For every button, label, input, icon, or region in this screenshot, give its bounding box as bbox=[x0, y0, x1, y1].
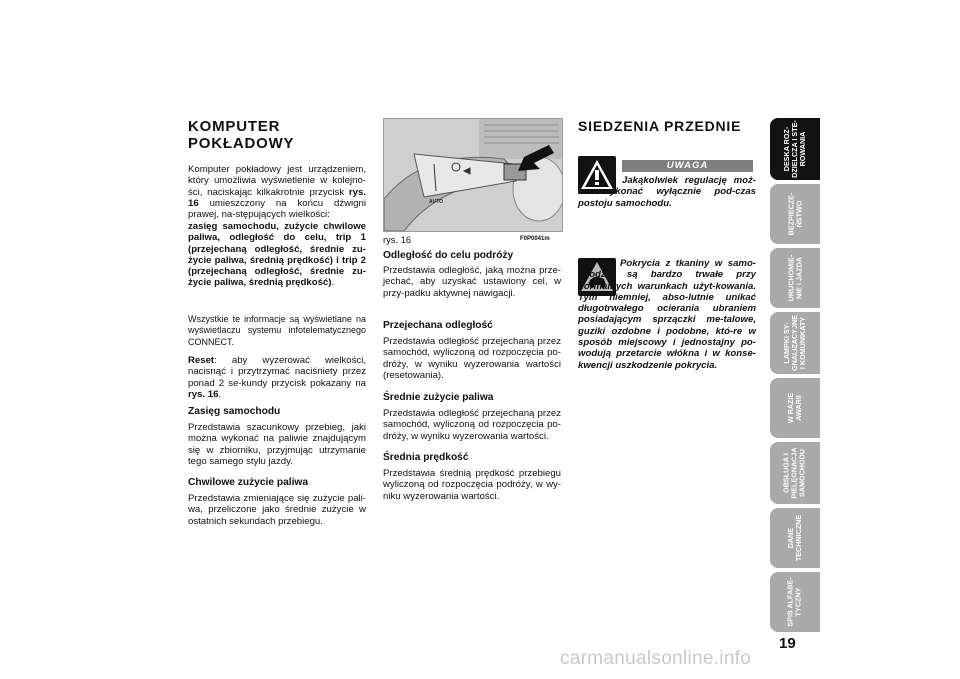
traveled-paragraph: Przedstawia odległość przejechaną przez samochód, wyliczoną od rozpoczęcia po-dróży, w wyniku wyzerowania wartości (resetowania). bbox=[383, 336, 561, 381]
instant-fuel-heading: Chwilowe zużycie paliwa bbox=[188, 477, 309, 488]
tab-technical-data[interactable]: DANE TECHNICZNE bbox=[770, 508, 820, 568]
tab-safety[interactable]: BEZPIECZE- ŃSTWO bbox=[770, 184, 820, 244]
page-number: 19 bbox=[779, 635, 796, 652]
warning-text: Jakąkolwiek regulację moż-na wykonać wyłącznie pod-czas postoju samochodu. bbox=[578, 175, 756, 209]
figure-code: F0P0041m bbox=[520, 236, 550, 242]
lever-illustration bbox=[384, 119, 562, 231]
avg-speed-heading: Średnia prędkość bbox=[383, 452, 469, 463]
avg-fuel-paragraph: Przedstawia odległość przejechaną przez samochód, wyliczoną od rozpoczęcia po-dróży, w wyniku wyzerowania wartości. bbox=[383, 408, 561, 442]
tab-dashboard-controls[interactable]: DESKA ROZ- DZIELCZA I STE- ROWANIA bbox=[770, 118, 820, 180]
connect-paragraph: Wszystkie te informacje są wyświetlane na wyświetlaczu systemu infotelematycznego CONNECT. bbox=[188, 314, 366, 347]
section-title-line2: POKŁADOWY bbox=[188, 135, 295, 152]
reset-paragraph: Reset: aby wyzerować wielkości, nacisnąć i przytrzymać naciśniety przez ponad 2 se-kundy przycisk pokazany na rys. 16. bbox=[188, 355, 366, 400]
watermark: carmanualsonline.info bbox=[560, 648, 752, 669]
tab-index[interactable]: SPIS ALFABE- TYCZNY bbox=[770, 572, 820, 632]
figure-caption: rys. 16 bbox=[383, 234, 412, 245]
intro-paragraph: Komputer pokładowy jest urządzeniem, który umożliwia wyświetlenie w kolejno-ści, naciskając kilkakrotnie przycisk rys. 16 umieszczony na końcu dźwigni prawej, na-stępujących wielkości: bbox=[188, 164, 366, 221]
range-heading: Zasięg samochodu bbox=[188, 406, 281, 417]
range-paragraph: Przedstawia szacunkowy przebieg, jaki można wykonać na paliwie znajdującym się w zbiorniku, przyjmując utrzymanie tego samego stylu jazdy. bbox=[188, 422, 366, 467]
avg-fuel-heading: Średnie zużycie paliwa bbox=[383, 392, 494, 403]
warning-label: UWAGA bbox=[622, 160, 753, 172]
distance-paragraph: Przedstawia odległość, jaką można prze-jechać, aby uzyskać ustawiony cel, w przy-padku aktywnej nawigacji. bbox=[383, 265, 561, 299]
seats-title: SIEDZENIA PRZEDNIE bbox=[578, 118, 742, 134]
bold-list-paragraph: zasięg samochodu, zużycie chwilowe paliwa, odległość do celu, trip 1 (przejechaną odległość, średnie zu-życie paliwa, średnią prędkość) i trip 2 (przejechaną odległość, średnie zu-życie paliwa, średnią prędkość). bbox=[188, 221, 366, 289]
distance-heading: Odległość do celu podróży bbox=[383, 250, 514, 261]
traveled-heading: Przejechana odległość bbox=[383, 320, 493, 331]
tab-starting-driving[interactable]: URUCHOMIE- NIE I JAZDA bbox=[770, 248, 820, 308]
section-title-line1: KOMPUTER bbox=[188, 118, 281, 135]
instant-fuel-paragraph: Przedstawia zmieniające się zużycie pali-wa, przeliczone jako średnie zużycie w ostatnich sekundach przebiegu. bbox=[188, 493, 366, 527]
lever-figure bbox=[383, 118, 563, 232]
seat-cover-note: Pokrycia z tkaniny w samo-chodzie są bardzo trwałe przy normalnych warunkach użyt-kowania. Tym niemniej, abso-lutnie unikać długotrwałego ocierania ubraniem posiadającym sprzączki me-talowe, guziki ozdobne i podobne, któ-re w sposób miejscowy i jednostajny po-wodują przetarcie włókna i w konse-kwencji uszkodzenie pokrycia. bbox=[578, 258, 756, 371]
avg-speed-paragraph: Przedstawia średnią prędkość przebiegu wyliczoną od rozpoczęcia podróży, w wy-niku wyzerowania wartości. bbox=[383, 468, 561, 502]
tab-maintenance[interactable]: OBSŁUGA I PIELĘGNACJA SAMOCHODU bbox=[770, 442, 820, 504]
lever-auto-label: AUTO bbox=[429, 199, 444, 205]
tab-warning-lights[interactable]: LAMPKI SY- GNALIZACYJNE I KOMUNIKATY bbox=[770, 312, 820, 374]
tab-emergency[interactable]: W RAZIE AWARII bbox=[770, 378, 820, 438]
